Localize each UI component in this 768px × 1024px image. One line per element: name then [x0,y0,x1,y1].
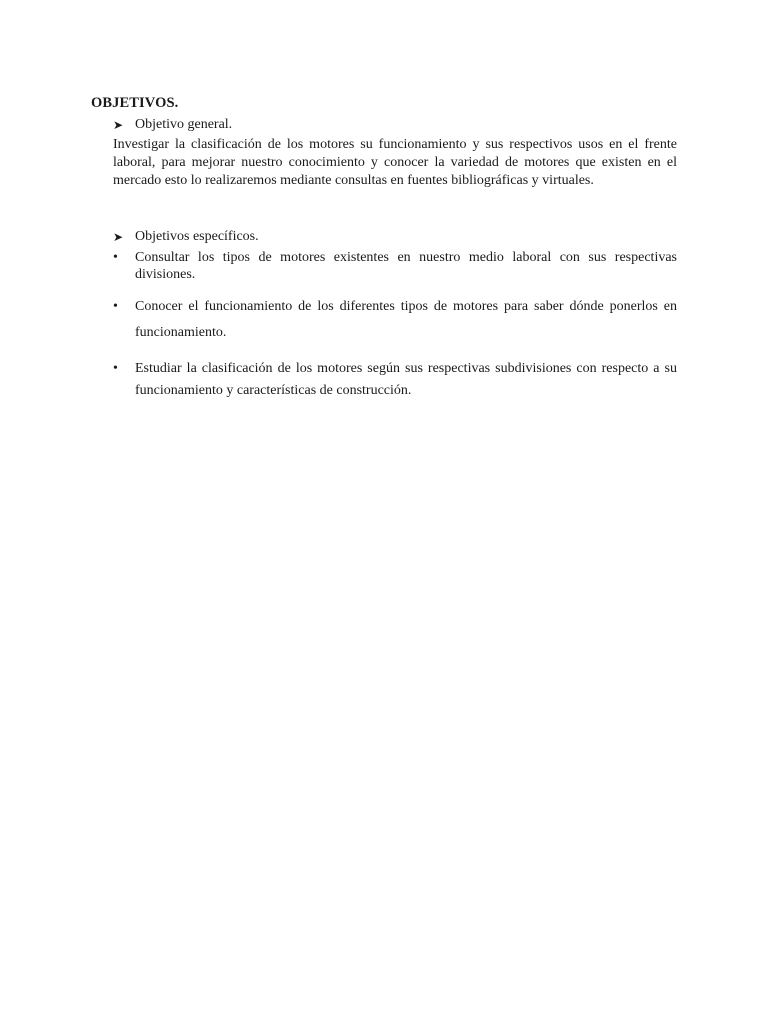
round-bullet-icon: • [113,250,118,265]
objectives-heading: OBJETIVOS. [91,95,179,111]
round-bullet-icon: • [113,299,118,314]
general-objective-heading [113,117,232,133]
arrow-bullet-icon: ➤ [113,230,124,244]
specific-objectives-title: Objetivos específicos. [135,229,259,244]
arrow-bullet-icon: ➤ [113,118,124,132]
specific-objectives-heading [113,229,259,245]
list-item [113,249,677,283]
general-objective-paragraph: Investigar la clasificación de los motores su funcionamiento y sus respectivos usos en el frente laboral, para mejorar nuestro conocimiento y conocer la variedad de motores que existen en el mercado esto lo realizaremos mediante consultas en fuentes bibliográficas y virtuales. [113,137,677,188]
list-item [113,358,677,402]
round-bullet-icon: • [113,361,118,376]
general-objective-title: Objetivo general. [135,117,233,132]
list-item-text: Consultar los tipos de motores existentes en nuestro medio laboral con sus respectivas divisiones. [135,250,677,282]
list-item-text: Conocer el funcionamiento de los diferentes tipos de motores para saber dónde ponerlos en funcionamiento. [135,299,677,340]
list-item [113,294,677,346]
list-item-text: Estudiar la clasificación de los motores según sus respectivas subdivisiones con respecto a su funcionamiento y características de construcción. [135,361,677,398]
